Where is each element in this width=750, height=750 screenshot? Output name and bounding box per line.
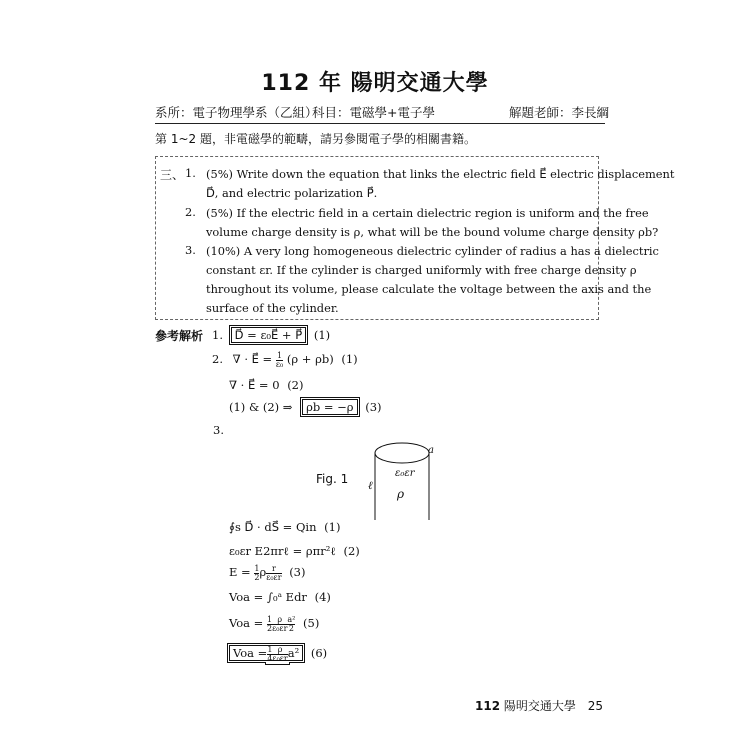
s3-eq6-boxed: Voa = $\frac{1}{4}$ $\frac{\rho}{\text{ε₀εr}}$ a² bbox=[229, 645, 303, 661]
solution-1-tag: (1) bbox=[313, 328, 331, 342]
question-3-line-4: surface of the cylinder. bbox=[206, 301, 339, 315]
question-2-line-2: volume charge density is ρ, what will be the bound volume charge density ρb? bbox=[206, 225, 659, 239]
scope-note: 第 1~2 題，非電磁學的範疇，請另參閱電子學的相關書籍。 bbox=[155, 132, 476, 146]
solution-3-eq-3 bbox=[229, 563, 305, 582]
solution-1 bbox=[212, 326, 330, 344]
s3-eq2-tag: (2) bbox=[343, 544, 360, 558]
figure-rho-label: ρ bbox=[397, 487, 405, 501]
figure-label: Fig. 1 bbox=[316, 472, 349, 486]
solution-3-eq-5 bbox=[229, 614, 319, 633]
s2-eq1-fraction: $\frac{1}{\text{ε₀}}$ bbox=[275, 350, 284, 369]
question-3-line-2: constant εr. If the cylinder is charged uniformly with free charge density ρ bbox=[206, 263, 637, 277]
solution-2-eq-3 bbox=[229, 398, 382, 416]
solution-3-eq-4 bbox=[229, 588, 331, 606]
s3-eq4-tag: (4) bbox=[314, 590, 331, 604]
footer-year: 112 bbox=[475, 699, 501, 713]
solution-2-eq-1 bbox=[212, 350, 358, 369]
solution-3-eq-6 bbox=[229, 644, 327, 663]
solution-2-eq-2 bbox=[229, 376, 303, 394]
teacher-label: 解題老師：李長綱 bbox=[509, 105, 610, 120]
s3-eq3-lhs: E = bbox=[229, 565, 251, 579]
s2-eq3-boxed: ρb = −ρ bbox=[302, 399, 357, 415]
s3-eq5-frac-3: $\frac{\text{a²}}{2}$ bbox=[287, 614, 296, 633]
s2-eq3-lhs: (1) & (2) ⇒ bbox=[229, 400, 293, 414]
s3-eq5-frac-2: $\frac{\rho}{\text{ε₀εr}}$ bbox=[272, 614, 288, 633]
page-title: 112 年 陽明交通大學 bbox=[261, 71, 489, 96]
page-footer bbox=[475, 697, 603, 714]
question-1-line-1: (5%) Write down the equation that links the electric field E⃗ electric displacement bbox=[206, 167, 675, 181]
question-2-line-1: (5%) If the electric field in a certain dielectric region is uniform and the free bbox=[206, 206, 649, 220]
subject-label: 科目：電磁學+電子學 bbox=[312, 105, 435, 120]
s2-eq1-tag: (1) bbox=[341, 352, 358, 366]
s2-eq3-tag: (3) bbox=[365, 400, 382, 414]
solution-3-eq-1 bbox=[229, 518, 340, 536]
s3-eq5-lhs: Voa = bbox=[229, 616, 264, 630]
s2-eq2-tag: (2) bbox=[287, 378, 304, 392]
s3-eq5-tag: (5) bbox=[303, 616, 320, 630]
s3-eq3-mid: ρ bbox=[259, 565, 267, 579]
s3-eq5-frac-1: $\frac{1}{2}$ bbox=[266, 614, 273, 633]
solution-3-number: 3. bbox=[213, 423, 224, 437]
s3-eq3-frac-2: $\frac{r}{\text{ε₀εr}}$ bbox=[266, 563, 282, 582]
s3-eq6-tag: (6) bbox=[310, 646, 328, 660]
s3-eq3-tag: (3) bbox=[289, 565, 306, 579]
solution-1-equation: D⃗ = ε₀E⃗ + P⃗ bbox=[231, 327, 307, 343]
figure-length-label: ℓ bbox=[368, 479, 373, 492]
s2-eq1-rhs: (ρ + ρb) bbox=[286, 352, 334, 366]
question-3-line-3: throughout its volume, please calculate the voltage between the axis and the bbox=[206, 282, 652, 296]
solution-2-number: 2. bbox=[212, 352, 223, 366]
question-section-label: 三、 bbox=[160, 168, 185, 182]
cylinder-figure bbox=[360, 440, 450, 522]
solution-1-number: 1. bbox=[212, 328, 223, 342]
figure-radius-label: a bbox=[428, 445, 434, 456]
s3-eq1: ∮s D⃗ · dS⃗ = Qin bbox=[229, 520, 317, 534]
question-3-number: 3. bbox=[185, 243, 196, 257]
cylinder-top bbox=[375, 443, 429, 463]
department-label: 系所：電子物理學系（乙組） bbox=[155, 105, 318, 120]
question-3-line-1: (10%) A very long homogeneous dielectric cylinder of radius a has a dielectric bbox=[206, 244, 659, 258]
s2-eq2: ∇ · E⃗ = 0 bbox=[229, 378, 280, 392]
header-rule bbox=[155, 123, 605, 124]
question-1-number: 1. bbox=[185, 166, 196, 180]
s3-eq1-tag: (1) bbox=[324, 520, 341, 534]
s3-eq2: ε₀εr E2πrℓ = ρπr²ℓ bbox=[229, 544, 336, 558]
question-2-number: 2. bbox=[185, 205, 196, 219]
solution-3-eq-2 bbox=[229, 542, 360, 560]
footer-school: 陽明交通大學 bbox=[503, 699, 576, 713]
question-1-line-2: D⃗, and electric polarization P⃗. bbox=[206, 186, 378, 200]
page-number: 25 bbox=[587, 699, 604, 713]
figure-permittivity-label: ε₀εr bbox=[395, 468, 415, 479]
s3-eq3-frac-1: $\frac{1}{2}$ bbox=[254, 563, 260, 582]
solution-label: 參考解析 bbox=[155, 329, 204, 343]
s2-eq1-lhs: ∇ · E⃗ = bbox=[232, 352, 273, 366]
s3-eq4: Voa = ∫₀ᵃ Edr bbox=[229, 590, 307, 604]
